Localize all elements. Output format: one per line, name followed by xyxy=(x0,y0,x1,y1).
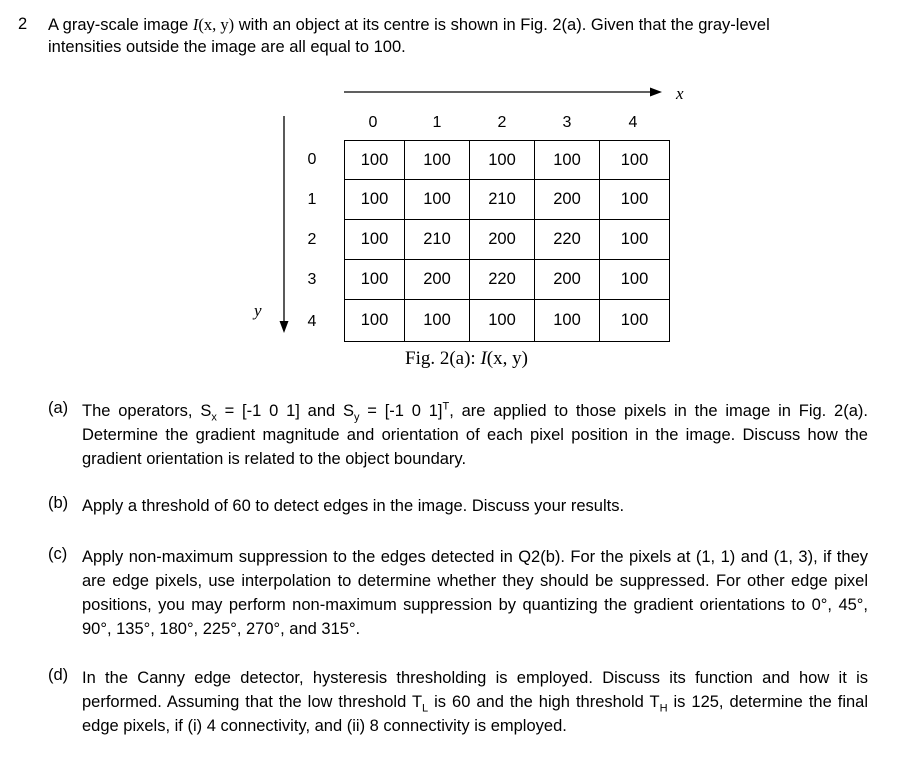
row-header-3: 3 xyxy=(307,271,317,288)
grid-cell: 100 xyxy=(600,220,670,260)
row-header-1: 1 xyxy=(307,191,317,208)
part-a-sub-y: y xyxy=(353,411,360,424)
intro-args: (x, y) xyxy=(198,15,235,34)
grid-cell: 100 xyxy=(405,300,470,342)
grid-cell: 200 xyxy=(405,260,470,300)
col-header-2: 2 xyxy=(497,114,507,131)
grid-cell: 220 xyxy=(535,220,600,260)
table-row xyxy=(345,220,670,260)
grid-cell: 100 xyxy=(600,300,670,342)
part-d-text-2: is 60 and the high threshold T xyxy=(428,693,660,711)
caption-function: I xyxy=(480,348,487,369)
col-header-0: 0 xyxy=(368,114,378,131)
grid-cell: 100 xyxy=(345,180,405,220)
col-header-3: 3 xyxy=(562,114,572,131)
part-a-sub-x: x xyxy=(211,411,217,424)
part-d-text-1: In the Canny edge detector, hysteresis thresholding is employed. Discuss its function and how it is performed. Assuming that the low threshold T xyxy=(82,669,868,711)
grid-cell: 100 xyxy=(600,180,670,220)
grid-cell: 100 xyxy=(470,141,535,180)
y-axis-arrowhead xyxy=(280,321,289,333)
part-d-text-3: is 125, determine the final edge pixels, if (i) 4 connectivity, and (ii) 8 connectivity is employed. xyxy=(82,693,869,735)
part-d-sub-l: L xyxy=(422,702,429,715)
grid-cell: 100 xyxy=(345,260,405,300)
grid-cell: 100 xyxy=(535,141,600,180)
table-row xyxy=(345,260,670,300)
part-a-text-4: , are applied to those pixels in the image in Fig. 2(a). Determine the gradient magnitude and orientation of each pixel position in the image. Discuss how the gradient orientation is related to the object boundary. xyxy=(82,402,868,468)
part-d-sub-h: H xyxy=(659,702,668,715)
part-a-label: (a) xyxy=(48,399,69,417)
table-row xyxy=(345,141,670,180)
grid-cell: 210 xyxy=(470,180,535,220)
table-row xyxy=(345,180,670,220)
row-header-0: 0 xyxy=(307,151,317,168)
grid-cell: 100 xyxy=(345,220,405,260)
grid-cell: 100 xyxy=(600,141,670,180)
col-header-4: 4 xyxy=(628,114,638,131)
caption-args: (x, y) xyxy=(486,348,528,369)
x-axis-label: x xyxy=(676,84,684,103)
grid-cell: 100 xyxy=(535,300,600,342)
part-d-label: (d) xyxy=(48,666,69,684)
intro-text-b: with an object at its centre is shown in Fig. 2(a). Given that the gray-level xyxy=(234,16,770,34)
part-a-text-3: = [-1 0 1] xyxy=(359,402,443,420)
grid-cell: 100 xyxy=(600,260,670,300)
part-b-label: (b) xyxy=(48,494,69,512)
grid-cell: 200 xyxy=(535,260,600,300)
part-a-text-1: The operators, S xyxy=(82,402,212,420)
grid-cell: 200 xyxy=(535,180,600,220)
image-intensity-grid xyxy=(344,140,670,342)
part-b-text: Apply a threshold of 60 to detect edges in the image. Discuss your results. xyxy=(82,497,625,515)
row-header-2: 2 xyxy=(307,231,317,248)
question-number: 2 xyxy=(18,15,28,33)
grid-cell: 100 xyxy=(345,300,405,342)
table-row xyxy=(345,300,670,342)
grid-cell: 210 xyxy=(405,220,470,260)
part-c-text: Apply non-maximum suppression to the edges detected in Q2(b). For the pixels at (1, 1) and (1, 3), if they are edge pixels, use interpolation to determine whether they should be suppressed. For other edge pixel positions, you may perform non-maximum suppression by quantizing the gradient orientations to 0°, 45°, 90°, 135°, 180°, 225°, 270°, and 315°. xyxy=(82,548,868,638)
question-intro-line-2: intensities outside the image are all equal to 100. xyxy=(48,38,406,56)
grid-cell: 200 xyxy=(470,220,535,260)
part-c-label: (c) xyxy=(48,545,68,563)
grid-cell: 100 xyxy=(405,180,470,220)
part-a-sup-t: T xyxy=(442,400,450,413)
part-d-text xyxy=(82,666,868,738)
part-a-text xyxy=(82,399,868,471)
col-header-1: 1 xyxy=(432,114,442,131)
grid-cell: 220 xyxy=(470,260,535,300)
x-axis-arrowhead xyxy=(650,88,662,97)
intro-function: I xyxy=(192,15,199,34)
figure-caption xyxy=(405,348,528,370)
row-header-4: 4 xyxy=(307,313,317,330)
y-axis-label: y xyxy=(254,301,262,320)
intro-text-a: A gray-scale image xyxy=(48,16,193,34)
grid-cell: 100 xyxy=(405,141,470,180)
grid-cell: 100 xyxy=(470,300,535,342)
caption-prefix: Fig. 2(a): xyxy=(405,348,481,369)
part-a-text-2: = [-1 0 1] and S xyxy=(216,402,354,420)
grid-cell: 100 xyxy=(345,141,405,180)
